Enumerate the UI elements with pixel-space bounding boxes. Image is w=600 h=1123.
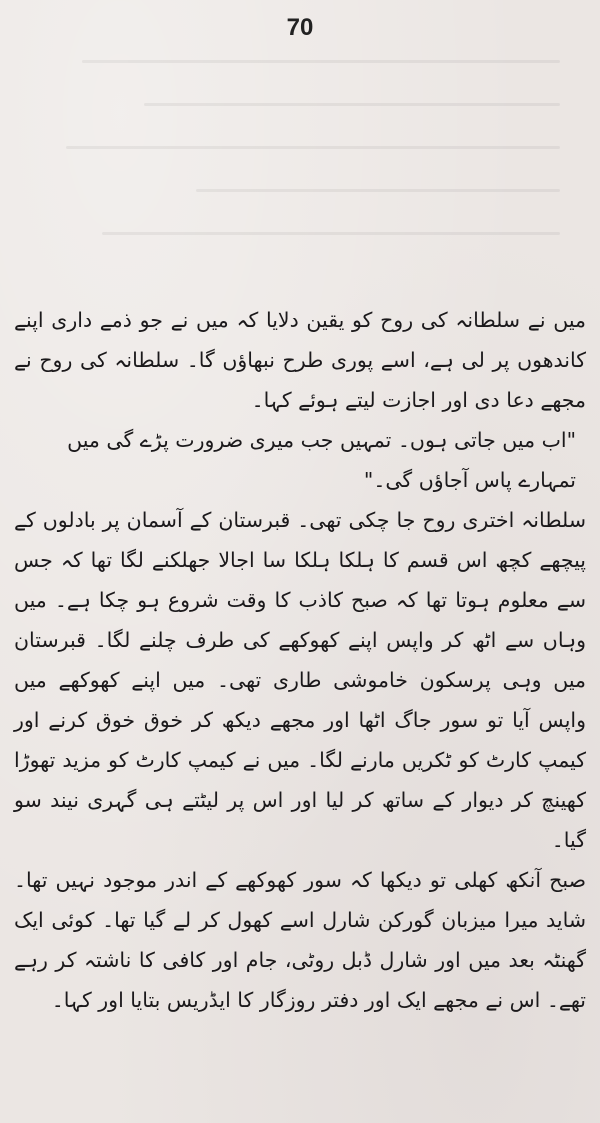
page-number: 70 — [286, 14, 314, 41]
body-text — [14, 300, 586, 1110]
paragraph: سلطانہ اختری روح جا چکی تھی۔ قبرستان کے آسمان پر بادلوں کے پیچھے کچھ اس قسم کا ہلکا ہلکا سا اجالا جھلکنے لگا تھا کہ جس سے معلوم ہوتا تھا کہ صبح کاذب کا وقت شروع ہو چکا ہے۔ میں وہاں سے اٹھ کر واپس اپنے کھوکھے کی طرف چلنے لگا۔ قبرستان میں وہی پرسکون خاموشی طاری تھی۔ میں اپنے کھوکھے میں واپس آیا تو سور جاگ اٹھا اور مجھے دیکھ کر خوق خوق کرنے اور کیمپ کارٹ کو ٹکریں مارنے لگا۔ میں نے کیمپ کارٹ کو مزید تھوڑا کھینچ کر دیوار کے ساتھ کر لیا اور اس پر لیٹتے ہی گہری نیند سو گیا۔ — [14, 508, 586, 852]
paragraph: میں نے سلطانہ کی روح کو یقین دلایا کہ میں نے جو ذمے داری اپنے کاندھوں پر لی ہے، اسے پوری طرح نبھاؤں گا۔ سلطانہ کی روح نے مجھے دعا دی اور اجازت لیتے ہوئے کہا۔ — [14, 308, 586, 412]
paragraph-quote: "اب میں جاتی ہوں۔ تمہیں جب میری ضرورت پڑے گی میں تمہارے پاس آجاؤں گی۔" — [67, 428, 576, 492]
paragraph: صبح آنکھ کھلی تو دیکھا کہ سور کھوکھے کے اندر موجود نہیں تھا۔ شاید میرا میزبان گورکن شارل اسے کھول کر لے گیا تھا۔ کوئی ایک گھنٹہ بعد میں اور شارل ڈبل روٹی، جام اور کافی کا ناشتہ کر رہے تھے۔ اس نے مجھے ایک اور دفتر روزگار کا ایڈریس بتایا اور کہا۔ — [14, 868, 586, 1012]
bleed-through-marks — [40, 60, 560, 290]
